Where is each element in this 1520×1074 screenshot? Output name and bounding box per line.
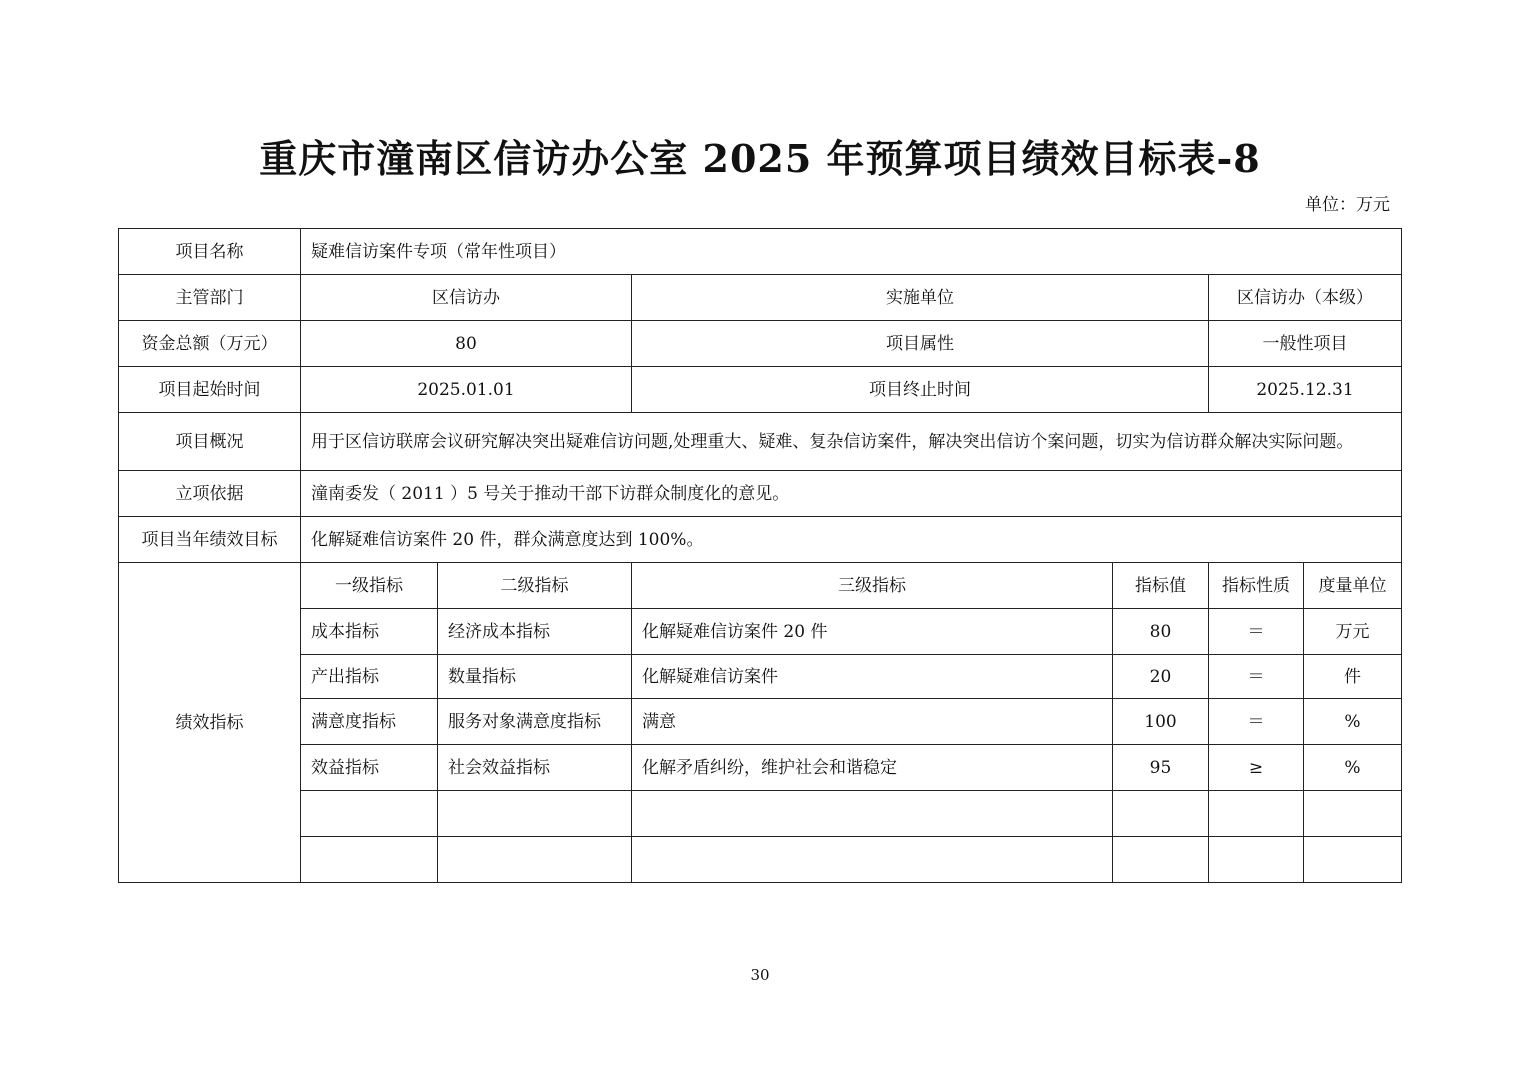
cell-level1: 产出指标 <box>301 655 438 699</box>
header-value: 指标值 <box>1113 563 1209 609</box>
cell-nature <box>1209 791 1304 837</box>
row-fund <box>119 321 1402 367</box>
table-row <box>119 699 1402 745</box>
cell-level3 <box>632 791 1113 837</box>
performance-table <box>118 228 1402 883</box>
cell-nature: ＝ <box>1209 655 1304 699</box>
overview-value: 用于区信访联席会议研究解决突出疑难信访问题,处理重大、疑难、复杂信访案件，解决突出信访个案问题，切实为信访群众解决实际问题。 <box>301 413 1402 471</box>
row-goal <box>119 517 1402 563</box>
impl-value: 区信访办（本级） <box>1209 275 1402 321</box>
attr-value: 一般性项目 <box>1209 321 1402 367</box>
cell-value: 95 <box>1113 745 1209 791</box>
cell-level3: 化解疑难信访案件 20 件 <box>632 609 1113 655</box>
row-overview <box>119 413 1402 471</box>
header-level2: 二级指标 <box>438 563 632 609</box>
cell-unit: 件 <box>1304 655 1402 699</box>
overview-label: 项目概况 <box>119 413 301 471</box>
cell-unit <box>1304 837 1402 883</box>
table-row <box>119 609 1402 655</box>
cell-nature: ＝ <box>1209 609 1304 655</box>
row-basis <box>119 471 1402 517</box>
cell-nature: ≥ <box>1209 745 1304 791</box>
basis-label: 立项依据 <box>119 471 301 517</box>
row-period <box>119 367 1402 413</box>
end-label: 项目终止时间 <box>632 367 1209 413</box>
header-level3: 三级指标 <box>632 563 1113 609</box>
table-row-empty <box>119 837 1402 883</box>
cell-level1 <box>301 837 438 883</box>
cell-nature <box>1209 837 1304 883</box>
cell-unit: % <box>1304 745 1402 791</box>
page-title: 重庆市潼南区信访办公室 2025 年预算项目绩效目标表-8 <box>259 136 1261 181</box>
row-project-name <box>119 229 1402 275</box>
cell-value: 20 <box>1113 655 1209 699</box>
project-name-label: 项目名称 <box>119 229 301 275</box>
perf-label: 绩效指标 <box>119 563 301 883</box>
cell-level1 <box>301 791 438 837</box>
project-name-value: 疑难信访案件专项（常年性项目） <box>301 229 1402 275</box>
cell-value <box>1113 791 1209 837</box>
cell-level3 <box>632 837 1113 883</box>
end-value: 2025.12.31 <box>1209 367 1402 413</box>
cell-level1: 效益指标 <box>301 745 438 791</box>
goal-label: 项目当年绩效目标 <box>119 517 301 563</box>
header-nature: 指标性质 <box>1209 563 1304 609</box>
cell-level2: 经济成本指标 <box>438 609 632 655</box>
cell-value: 80 <box>1113 609 1209 655</box>
cell-unit <box>1304 791 1402 837</box>
table-row <box>119 655 1402 699</box>
cell-level3: 化解矛盾纠纷，维护社会和谐稳定 <box>632 745 1113 791</box>
cell-level2 <box>438 791 632 837</box>
impl-label: 实施单位 <box>632 275 1209 321</box>
fund-value: 80 <box>301 321 632 367</box>
start-label: 项目起始时间 <box>119 367 301 413</box>
cell-level2: 数量指标 <box>438 655 632 699</box>
cell-level2: 社会效益指标 <box>438 745 632 791</box>
header-unit: 度量单位 <box>1304 563 1402 609</box>
row-dept <box>119 275 1402 321</box>
cell-nature: ＝ <box>1209 699 1304 745</box>
cell-level1: 成本指标 <box>301 609 438 655</box>
cell-level3: 满意 <box>632 699 1113 745</box>
cell-level1: 满意度指标 <box>301 699 438 745</box>
cell-value: 100 <box>1113 699 1209 745</box>
cell-level2 <box>438 837 632 883</box>
cell-value <box>1113 837 1209 883</box>
dept-label: 主管部门 <box>119 275 301 321</box>
basis-value: 潼南委发（ 2011 ）5 号关于推动干部下访群众制度化的意见。 <box>301 471 1402 517</box>
unit-label: 单位：万元 <box>1305 195 1390 215</box>
table-row <box>119 745 1402 791</box>
page-number: 30 <box>750 966 770 984</box>
dept-value: 区信访办 <box>301 275 632 321</box>
cell-level3: 化解疑难信访案件 <box>632 655 1113 699</box>
start-value: 2025.01.01 <box>301 367 632 413</box>
cell-unit: 万元 <box>1304 609 1402 655</box>
table-row-empty <box>119 791 1402 837</box>
fund-label: 资金总额（万元） <box>119 321 301 367</box>
header-level1: 一级指标 <box>301 563 438 609</box>
attr-label: 项目属性 <box>632 321 1209 367</box>
goal-value: 化解疑难信访案件 20 件，群众满意度达到 100%。 <box>301 517 1402 563</box>
cell-level2: 服务对象满意度指标 <box>438 699 632 745</box>
perf-header-row <box>119 563 1402 609</box>
cell-unit: % <box>1304 699 1402 745</box>
